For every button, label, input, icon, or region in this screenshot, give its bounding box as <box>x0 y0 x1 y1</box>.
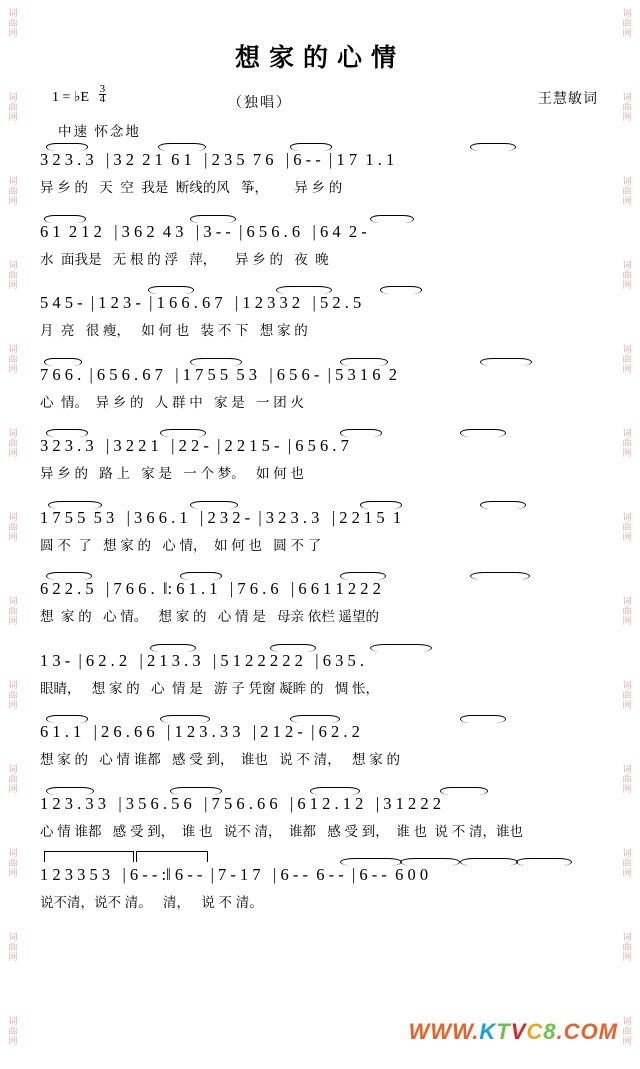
score-system <box>40 794 604 842</box>
score-system <box>40 293 604 341</box>
score-system <box>40 579 604 627</box>
lyric-line: 心 情。 异 乡 的 人 群 中 家 是 一 团 火 <box>40 394 305 410</box>
slur-mark <box>470 143 516 151</box>
score-system <box>40 722 604 770</box>
slur-mark <box>340 572 386 580</box>
notation-line: 1 3 - | 6 2 . 2 | 2 1 3 . 3 | 5 1 2 2 2 2 2 | 6 3 5 . <box>40 650 364 670</box>
watermark-text: 词 曲 网 <box>8 764 18 794</box>
logo-v: V <box>510 1019 527 1044</box>
credit-lyricist: 王慧敏词 <box>538 92 598 107</box>
slur-mark <box>190 215 236 223</box>
performance-note: （独唱） <box>228 96 292 111</box>
site-logo <box>409 1019 618 1045</box>
notation-line: 6 2 2 . 5 | 7 6 6 . ‖: 6 1 . 1 | 7 6 . 6 | 6 6 1 1 2 2 2 <box>40 579 381 598</box>
slur-mark <box>480 358 532 366</box>
watermark-text: 词 曲 网 <box>8 848 18 878</box>
slur-mark <box>460 858 518 866</box>
score-system <box>40 222 604 270</box>
logo-k: K <box>479 1019 497 1044</box>
slur-mark <box>290 715 340 723</box>
lyric-line: 异 乡 的 路 上 家 是 一 个 梦。 如 何 也 <box>40 466 305 481</box>
notation-line: 1 2 3 . 3 3 | 3 5 6 . 5 6 | 7 5 6 . 6 6 | 6 1 2 . 1 2 | 3 1 2 2 2 <box>40 793 441 813</box>
slur-mark <box>180 572 222 580</box>
logo-www: WWW. <box>408 1019 480 1044</box>
watermark-text: 词 曲 网 <box>8 1016 18 1046</box>
notation-line: 3 2 3 . 3 | 3 2 2 1 6 1 | 2 3 5 7 6 | 6 - - | 1 7 1 . 1 <box>40 150 395 169</box>
watermark-text: 词 曲 网 <box>622 512 632 542</box>
slur-mark <box>158 143 206 151</box>
watermark-text: 词 曲 网 <box>8 680 18 710</box>
watermark-text: 词 曲 网 <box>622 596 632 626</box>
lyric-line: 说不清，说不 清。 清， 说 不 清。 <box>40 895 263 910</box>
key-signature-text: 1 = ♭E <box>52 90 90 105</box>
page-title: 想家的心情 <box>234 45 405 72</box>
notation-line: 7 6 6 . | 6 5 6 . 6 7 | 1 7 5 5 5 3 | 6 5 6 - | 5 3 1 6 2 <box>40 364 397 384</box>
lyric-line: 水 面我是 无 根 的 浮 萍， 异 乡 的 夜 晚 <box>40 251 329 267</box>
slur-mark <box>170 787 222 795</box>
watermark-text: 词 曲 网 <box>622 1016 632 1046</box>
logo-eight: 8 <box>543 1019 557 1044</box>
watermark-rail-right <box>614 0 640 1069</box>
lyric-line: 圆 不 了 想 家 的 心 情， 如 何 也 圆 不 了 <box>40 537 322 553</box>
slur-mark <box>46 572 92 580</box>
watermark-text: 词 曲 网 <box>8 428 18 458</box>
slur-mark <box>276 286 332 294</box>
logo-t: T <box>496 1019 511 1044</box>
lyric-line: 月 亮 很 瘦， 如 何 也 装 不 下 想 家 的 <box>40 323 308 338</box>
watermark-text: 词 曲 网 <box>8 344 18 374</box>
slur-mark <box>470 572 530 580</box>
lyric-line: 眼睛， 想 家 的 心 情 是 游 子 凭窗 凝眸 的 惆 怅， <box>40 680 380 696</box>
tempo-marking: 中速 怀念地 <box>58 124 141 139</box>
lyric-line: 异 乡 的 天 空 我是 断线的风 筝， 异 乡 的 <box>40 180 343 195</box>
slur-mark <box>190 501 238 509</box>
watermark-text: 词 曲 网 <box>8 92 18 122</box>
lyric-line: 想 家 的 心 情 谁都 感 受 到， 谁也 说 不 清， 想 家 的 <box>40 752 401 767</box>
slur-mark <box>46 143 88 151</box>
volta-bracket-1 <box>44 851 134 862</box>
slur-mark <box>340 358 388 366</box>
slur-mark <box>46 715 88 723</box>
watermark-text: 词 曲 网 <box>622 428 632 458</box>
watermark-text: 词 曲 网 <box>8 932 18 962</box>
notation-line: 6 1 . 1 | 2 6 . 6 6 | 1 2 3 . 3 3 | 2 1 2 - | 6 2 . 2 <box>40 722 360 741</box>
slur-mark <box>44 358 82 366</box>
slur-mark <box>190 358 242 366</box>
score-system <box>40 508 604 556</box>
slur-mark <box>150 644 196 652</box>
notation-line: 5 4 5 - | 1 2 3 - | 1 6 6 . 6 7 | 1 2 3 3 2 | 5 2 . 5 <box>40 293 362 312</box>
slur-mark <box>340 429 382 437</box>
score-system <box>40 365 604 413</box>
slur-mark <box>460 715 506 723</box>
notation-line: 1 7 5 5 5 3 | 3 6 6 . 1 | 2 3 2 - | 3 2 3 . 3 | 2 2 1 5 1 <box>40 507 402 527</box>
slur-mark <box>360 501 402 509</box>
slur-mark <box>370 644 432 652</box>
slur-mark <box>480 501 526 509</box>
slur-mark <box>46 787 94 795</box>
slur-mark <box>148 286 194 294</box>
slur-mark <box>400 858 460 866</box>
time-signature-denominator: 4 <box>99 93 106 105</box>
watermark-text: 词 曲 网 <box>622 8 632 38</box>
watermark-text: 词 曲 网 <box>8 176 18 206</box>
slur-mark <box>46 429 88 437</box>
lyric-line: 心 情 谁都 感 受 到， 谁 也 说不 清， 谁都 感 受 到， 谁 也 说 不 清，谁也 <box>40 823 524 839</box>
score-system <box>40 651 604 699</box>
time-signature <box>99 85 107 104</box>
slur-mark <box>48 501 102 509</box>
slur-mark <box>370 215 414 223</box>
notation-line: 1 2 3 3 5 3 | 6 - - :‖ 6 - - | 7 - 1 7 | 6 - - 6 - - | 6 - - 6 0 0 <box>40 865 429 884</box>
logo-c: C <box>526 1019 544 1044</box>
watermark-text: 词 曲 网 <box>8 8 18 38</box>
slur-mark <box>160 429 206 437</box>
slur-mark <box>460 429 506 437</box>
watermark-text: 词 曲 网 <box>622 764 632 794</box>
score-system <box>40 865 604 913</box>
watermark-text: 词 曲 网 <box>622 680 632 710</box>
slur-mark <box>160 715 210 723</box>
slur-mark <box>340 858 402 866</box>
watermark-text: 词 曲 网 <box>622 848 632 878</box>
watermark-text: 词 曲 网 <box>8 512 18 542</box>
volta-bracket-2 <box>136 851 208 862</box>
watermark-text: 词 曲 网 <box>622 260 632 290</box>
slur-mark <box>290 143 332 151</box>
watermark-text: 词 曲 网 <box>622 92 632 122</box>
slur-mark <box>270 644 316 652</box>
time-signature-numerator: 3 <box>99 83 106 95</box>
watermark-text: 词 曲 网 <box>8 596 18 626</box>
slur-mark <box>44 215 86 223</box>
score-system <box>40 436 604 484</box>
lyric-line: 想 家 的 心 情。 想 家 的 心 情 是 母亲 依栏 遥望的 <box>40 609 380 624</box>
slur-mark <box>310 787 360 795</box>
slur-mark <box>516 858 572 866</box>
key-signature <box>52 85 106 106</box>
slur-mark <box>440 787 488 795</box>
watermark-text: 词 曲 网 <box>622 176 632 206</box>
logo-com: .COM <box>556 1019 618 1044</box>
watermark-text: 词 曲 网 <box>622 344 632 374</box>
notation-line: 3 2 3 . 3 | 3 2 2 1 | 2 2 - | 2 2 1 5 - | 6 5 6 . 7 <box>40 436 349 455</box>
watermark-text: 词 曲 网 <box>622 932 632 962</box>
watermark-text: 词 曲 网 <box>8 260 18 290</box>
watermark-rail-left <box>0 0 26 1069</box>
slur-mark <box>380 286 422 294</box>
notation-line: 6 1 2 1 2 | 3 6 2 4 3 | 3 - - | 6 5 6 . 6 | 6 4 2 - <box>40 221 367 241</box>
score-system <box>40 150 604 198</box>
